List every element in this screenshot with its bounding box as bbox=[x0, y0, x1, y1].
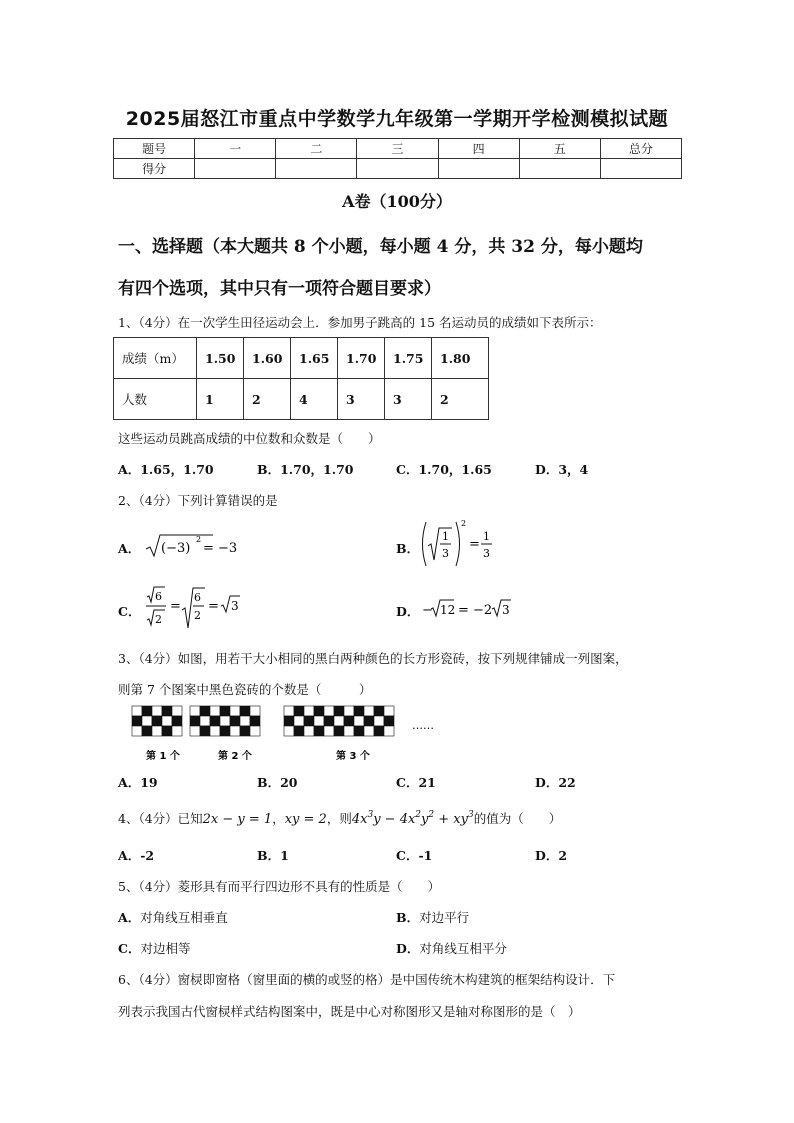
svg-text:=: = bbox=[469, 537, 480, 552]
q1-score-cell: 1.50 bbox=[197, 338, 244, 379]
white-tile bbox=[344, 726, 354, 736]
black-tile bbox=[374, 726, 384, 736]
option-key: C． bbox=[396, 462, 419, 477]
figure-label-1: 第 1 个 bbox=[146, 751, 180, 762]
white-tile bbox=[190, 706, 200, 716]
option-text: 2 bbox=[558, 848, 568, 863]
q1-score-cell: 1.80 bbox=[432, 338, 489, 379]
score-input-cell bbox=[519, 159, 600, 179]
svg-text:(−3): (−3) bbox=[161, 541, 191, 556]
svg-text:3: 3 bbox=[502, 603, 510, 617]
black-tile bbox=[374, 706, 384, 716]
option-key: D． bbox=[535, 775, 559, 790]
white-tile bbox=[132, 706, 142, 716]
option-text: 对角线互相垂直 bbox=[140, 910, 228, 925]
white-tile bbox=[324, 726, 334, 736]
score-cell: 题号 bbox=[114, 139, 195, 159]
option-key: D． bbox=[396, 941, 420, 956]
black-tile bbox=[152, 716, 162, 726]
q1-stem: 1、（4分）在一次学生田径运动会上．参加男子跳高的 15 名运动员的成绩如下表所示： bbox=[118, 315, 602, 330]
option-key: D． bbox=[535, 848, 559, 863]
score-cell: 三 bbox=[357, 139, 438, 159]
option-text: 对边相等 bbox=[140, 941, 191, 956]
q5-stem: 5、（4分）菱形具有而平行四边形不具有的性质是（ ） bbox=[118, 879, 441, 894]
svg-text:2: 2 bbox=[196, 535, 202, 544]
option-key: C． bbox=[118, 941, 141, 956]
q2-option-b-formula bbox=[418, 516, 508, 572]
q3-option-a bbox=[118, 773, 158, 791]
q2-stem: 2、（4分）下列计算错误的是 bbox=[118, 493, 278, 508]
option-key: A． bbox=[118, 848, 141, 863]
section-heading-line2: 有四个选项，其中只有一项符合题目要求） bbox=[118, 279, 441, 299]
svg-text:3: 3 bbox=[442, 547, 449, 560]
white-tile bbox=[304, 726, 314, 736]
option-text: 对边平行 bbox=[419, 910, 470, 925]
svg-text:=: = bbox=[170, 599, 181, 614]
white-tile bbox=[152, 706, 162, 716]
option-key: D． bbox=[535, 462, 559, 477]
q1-count-cell: 2 bbox=[432, 379, 489, 420]
q1-count-cell: 3 bbox=[338, 379, 385, 420]
q4-stem bbox=[118, 809, 561, 827]
q4-option-d bbox=[535, 846, 567, 864]
option-text: 3，4 bbox=[558, 462, 589, 477]
white-tile bbox=[200, 716, 210, 726]
score-table-score-row bbox=[114, 159, 682, 179]
white-tile bbox=[250, 706, 260, 716]
q1-header-label: 成绩（m） bbox=[114, 338, 197, 379]
svg-text:= −3: = −3 bbox=[203, 541, 238, 556]
option-key: B． bbox=[257, 848, 281, 863]
option-key: B． bbox=[396, 910, 420, 925]
q5-option-a bbox=[118, 908, 228, 926]
black-tile bbox=[220, 726, 230, 736]
q3-option-d bbox=[535, 773, 576, 791]
q4-sep2: ，则 bbox=[326, 811, 352, 826]
q3-tile-figure bbox=[128, 704, 438, 764]
q6-line1: 6、（4分）窗棂即窗格（窗里面的横的或竖的格）是中国传统木构建筑的框架结构设计．下 bbox=[118, 972, 616, 987]
score-table bbox=[113, 138, 682, 179]
svg-text:12: 12 bbox=[440, 603, 456, 617]
white-tile bbox=[240, 716, 250, 726]
exam-title: 2025届怒江市重点中学数学九年级第一学期开学检测模拟试题 bbox=[125, 108, 669, 130]
black-tile bbox=[142, 726, 152, 736]
option-text: 1.65，1.70 bbox=[140, 462, 214, 477]
score-input-cell bbox=[357, 159, 438, 179]
score-cell: 二 bbox=[276, 139, 357, 159]
q1-question: 这些运动员跳高成绩的中位数和众数是（ ） bbox=[118, 431, 381, 446]
black-tile bbox=[200, 726, 210, 736]
black-tile bbox=[314, 726, 324, 736]
score-cell: 得分 bbox=[114, 159, 195, 179]
white-tile bbox=[210, 726, 220, 736]
black-tile bbox=[190, 716, 200, 726]
white-tile bbox=[284, 706, 294, 716]
white-tile bbox=[210, 706, 220, 716]
q1-option-c bbox=[396, 460, 492, 478]
white-tile bbox=[364, 706, 374, 716]
black-tile bbox=[364, 716, 374, 726]
white-tile bbox=[162, 716, 172, 726]
white-tile bbox=[230, 726, 240, 736]
score-input-cell bbox=[276, 159, 357, 179]
black-tile bbox=[162, 706, 172, 716]
option-key: A． bbox=[118, 462, 141, 477]
q3-option-b bbox=[257, 773, 297, 791]
white-tile bbox=[172, 706, 182, 716]
q5-option-d bbox=[396, 939, 507, 957]
q1-count-row bbox=[114, 379, 489, 420]
q1-score-cell: 1.70 bbox=[338, 338, 385, 379]
figure-ellipsis: …… bbox=[412, 719, 434, 732]
svg-text:6: 6 bbox=[155, 590, 162, 603]
black-tile bbox=[162, 726, 172, 736]
white-tile bbox=[364, 726, 374, 736]
q1-score-cell: 1.60 bbox=[244, 338, 291, 379]
q4-eq1: 2x − y = 1 bbox=[202, 812, 273, 827]
q2-option-a-formula bbox=[143, 530, 238, 560]
q4-option-a bbox=[118, 846, 154, 864]
svg-text:3: 3 bbox=[483, 547, 490, 560]
q2-option-b-label: B． bbox=[396, 541, 420, 556]
black-tile bbox=[334, 706, 344, 716]
svg-text:=: = bbox=[208, 599, 219, 614]
q2-option-d-formula bbox=[420, 596, 520, 622]
white-tile bbox=[344, 706, 354, 716]
svg-text:6: 6 bbox=[194, 591, 201, 604]
black-tile bbox=[132, 716, 142, 726]
q1-option-b bbox=[257, 460, 353, 478]
q1-table bbox=[113, 337, 489, 420]
black-tile bbox=[334, 726, 344, 736]
white-tile bbox=[230, 706, 240, 716]
white-tile bbox=[314, 716, 324, 726]
volume-heading: A卷（100分） bbox=[342, 192, 452, 211]
option-text: 19 bbox=[140, 775, 158, 790]
black-tile bbox=[250, 716, 260, 726]
option-key: C． bbox=[396, 848, 419, 863]
option-text: 1.70，1.70 bbox=[280, 462, 354, 477]
q6-line2: 列表示我国古代窗棂样式结构图案中，既是中心对称图形又是轴对称图形的是（ ） bbox=[118, 1004, 581, 1019]
white-tile bbox=[142, 716, 152, 726]
white-tile bbox=[294, 716, 304, 726]
black-tile bbox=[354, 706, 364, 716]
q1-score-cell: 1.65 bbox=[291, 338, 338, 379]
q1-option-d bbox=[535, 460, 588, 478]
tile-patterns bbox=[132, 706, 394, 736]
score-input-cell bbox=[600, 159, 681, 179]
white-tile bbox=[152, 726, 162, 736]
q4-option-c bbox=[396, 846, 432, 864]
score-cell: 四 bbox=[438, 139, 519, 159]
white-tile bbox=[220, 716, 230, 726]
white-tile bbox=[354, 716, 364, 726]
figure-label-3: 第 3 个 bbox=[336, 751, 370, 762]
black-tile bbox=[210, 716, 220, 726]
black-tile bbox=[304, 716, 314, 726]
section-heading-line1: 一、选择题（本大题共 8 个小题，每小题 4 分，共 32 分，每小题均 bbox=[118, 237, 643, 257]
q2-option-c-label: C． bbox=[118, 604, 141, 619]
option-text: 1.70，1.65 bbox=[418, 462, 492, 477]
black-tile bbox=[354, 726, 364, 736]
q3-line2: 则第 7 个图案中黑色瓷砖的个数是（ ） bbox=[118, 682, 372, 697]
black-tile bbox=[172, 716, 182, 726]
score-input-cell bbox=[438, 159, 519, 179]
black-tile bbox=[200, 706, 210, 716]
white-tile bbox=[284, 726, 294, 736]
black-tile bbox=[230, 716, 240, 726]
q1-count-cell: 1 bbox=[197, 379, 244, 420]
score-cell: 五 bbox=[519, 139, 600, 159]
option-text: 21 bbox=[418, 775, 436, 790]
black-tile bbox=[142, 706, 152, 716]
black-tile bbox=[220, 706, 230, 716]
option-text: 1 bbox=[280, 848, 289, 863]
q3-line1: 3、（4分）如图，用若干大小相同的黑白两种颜色的长方形瓷砖，按下列规律铺成一列图案， bbox=[118, 651, 628, 666]
svg-text:2: 2 bbox=[155, 613, 162, 626]
q1-count-cell: 3 bbox=[385, 379, 432, 420]
q4-expression: $4x^3y - 4x^2y^2 + xy^3$ bbox=[351, 810, 474, 827]
q4-prefix: 4、（4分）已知 bbox=[118, 811, 203, 826]
svg-text:2: 2 bbox=[461, 519, 467, 528]
white-tile bbox=[132, 726, 142, 736]
q1-option-a bbox=[118, 460, 214, 478]
svg-text:3: 3 bbox=[231, 599, 239, 613]
white-tile bbox=[324, 706, 334, 716]
white-tile bbox=[384, 706, 394, 716]
q2-option-c-formula bbox=[143, 584, 253, 634]
option-key: B． bbox=[257, 462, 281, 477]
black-tile bbox=[240, 706, 250, 716]
option-key: B． bbox=[257, 775, 281, 790]
black-tile bbox=[294, 706, 304, 716]
white-tile bbox=[374, 716, 384, 726]
option-text: 22 bbox=[558, 775, 576, 790]
option-key: A． bbox=[118, 775, 141, 790]
white-tile bbox=[334, 716, 344, 726]
score-input-cell bbox=[195, 159, 276, 179]
svg-text:2: 2 bbox=[194, 609, 201, 622]
q1-count-label: 人数 bbox=[114, 379, 197, 420]
score-table-header-row bbox=[114, 139, 682, 159]
q2-option-d-label: D． bbox=[396, 604, 420, 619]
white-tile bbox=[304, 706, 314, 716]
black-tile bbox=[384, 716, 394, 726]
option-key: C． bbox=[396, 775, 419, 790]
svg-text:1: 1 bbox=[483, 530, 490, 543]
svg-text:1: 1 bbox=[442, 530, 449, 543]
black-tile bbox=[324, 716, 334, 726]
q1-score-row bbox=[114, 338, 489, 379]
black-tile bbox=[344, 716, 354, 726]
figure-label-2: 第 2 个 bbox=[218, 751, 252, 762]
black-tile bbox=[294, 726, 304, 736]
black-tile bbox=[240, 726, 250, 736]
white-tile bbox=[190, 726, 200, 736]
black-tile bbox=[314, 706, 324, 716]
score-cell: 总分 bbox=[600, 139, 681, 159]
q1-count-cell: 4 bbox=[291, 379, 338, 420]
black-tile bbox=[284, 716, 294, 726]
score-cell: 一 bbox=[195, 139, 276, 159]
q4-sep1: ， bbox=[272, 811, 285, 826]
q1-score-cell: 1.75 bbox=[385, 338, 432, 379]
q5-option-c bbox=[118, 939, 190, 957]
q3-option-c bbox=[396, 773, 436, 791]
q5-option-b bbox=[396, 908, 469, 926]
q4-eq2: xy = 2 bbox=[284, 812, 327, 827]
option-text: 对角线互相平分 bbox=[419, 941, 507, 956]
q4-option-b bbox=[257, 846, 289, 864]
white-tile bbox=[250, 726, 260, 736]
option-text: -1 bbox=[418, 848, 433, 863]
q2-option-a-label: A． bbox=[118, 541, 141, 556]
q1-count-cell: 2 bbox=[244, 379, 291, 420]
option-text: -2 bbox=[140, 848, 155, 863]
q4-suffix: 的值为（ ） bbox=[473, 811, 562, 826]
option-text: 20 bbox=[280, 775, 298, 790]
option-key: A． bbox=[118, 910, 141, 925]
svg-text:−: − bbox=[422, 603, 433, 618]
white-tile bbox=[384, 726, 394, 736]
white-tile bbox=[172, 726, 182, 736]
svg-text:= −2: = −2 bbox=[458, 603, 493, 618]
